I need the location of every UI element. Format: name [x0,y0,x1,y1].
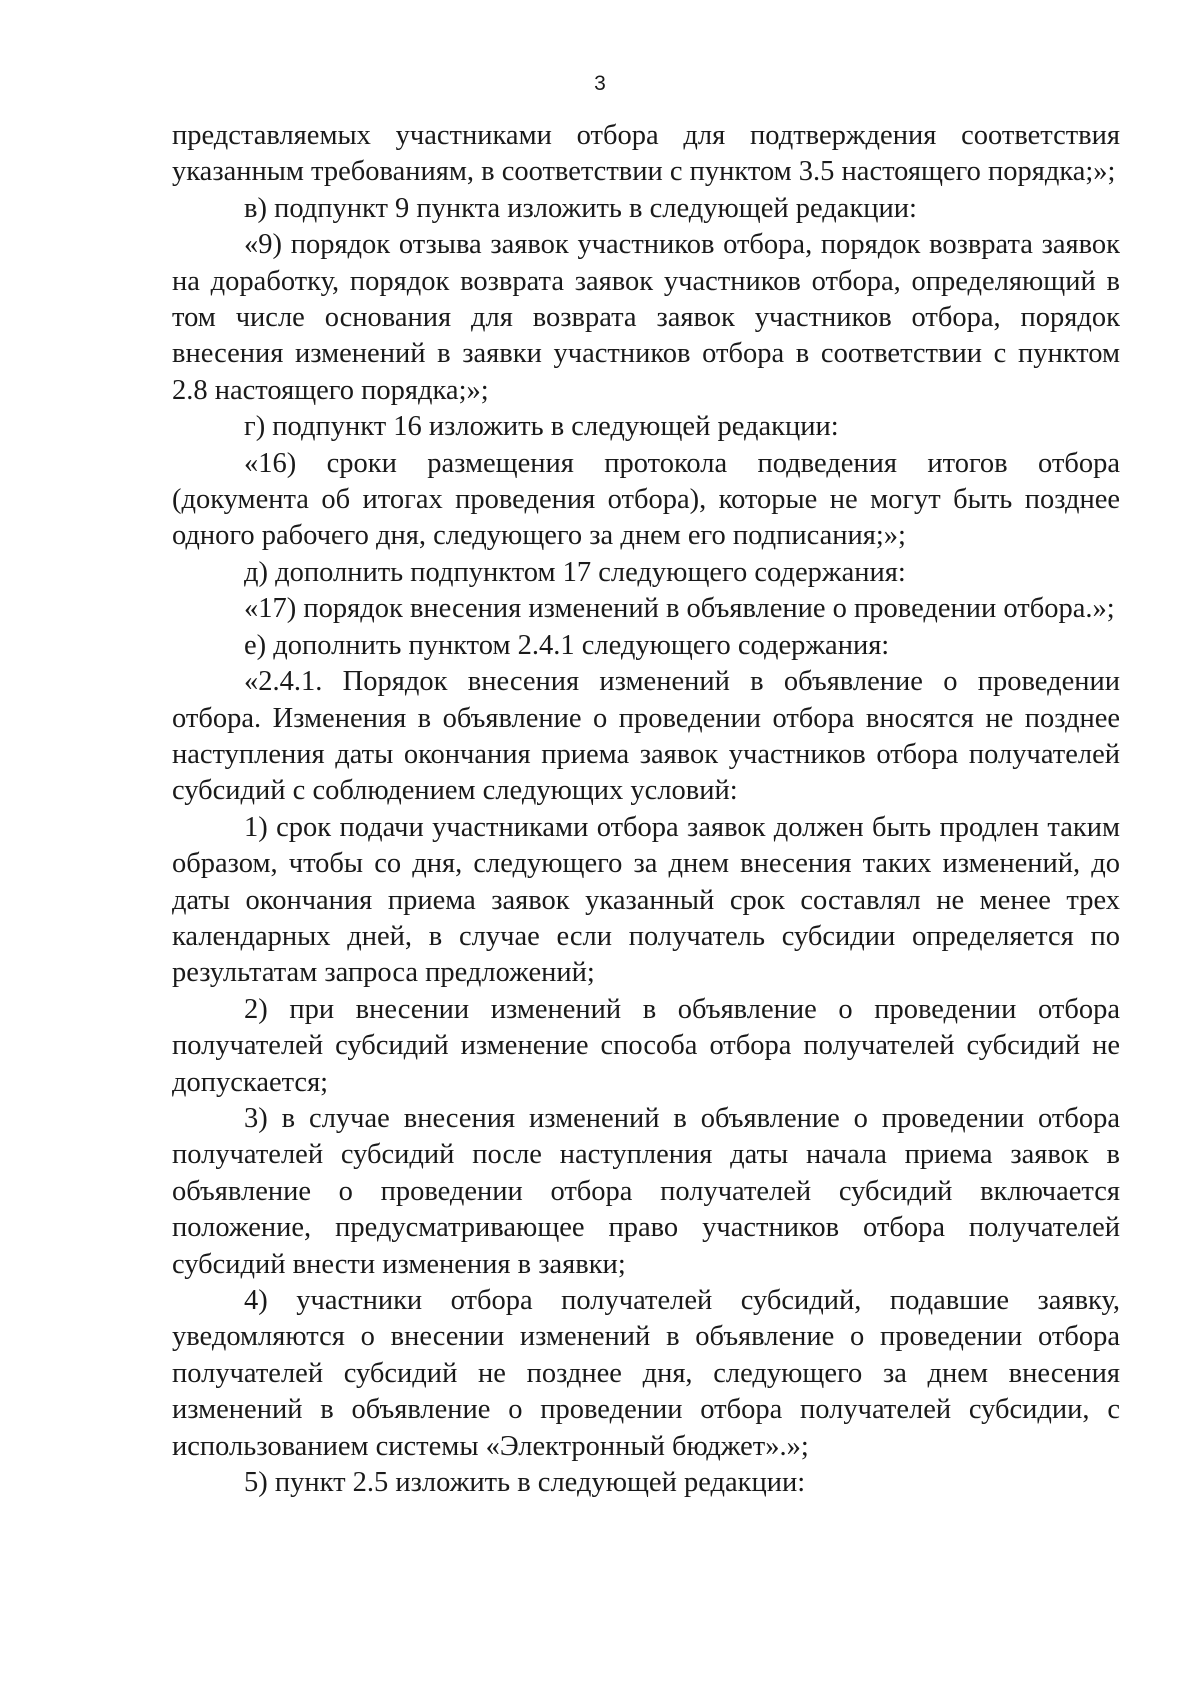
paragraph-condition-4: 4) участники отбора получателей субсидий, подавшие заявку, уведомляются о внесении изменений в объявление о проведении отбора получателей субсидий не позднее дня, следующего за днем внесения изменений в объявление о проведении отбора получателей субсидии, с использованием системы «Электронный бюджет».»; [172,1285,1120,1462]
paragraph-subitem-d: д) дополнить подпунктом 17 следующего содержания: [244,556,906,588]
paragraph-continuation: представляемых участниками отбора для подтверждения соответствия указанным требованиям, в соответствии с пунктом 3.5 настоящего порядка;»; [172,120,1120,188]
paragraph-condition-3: 3) в случае внесения изменений в объявление о проведении отбора получателей субсидий после наступления даты начала приема заявок в объявление о проведении отбора получателей субсидий включается положение, предусматривающее право участников отбора получателей субсидий внести изменения в заявки; [172,1102,1120,1280]
paragraph-item-9: «9) порядок отзыва заявок участников отбора, порядок возврата заявок на доработку, порядок возврата заявок участников отбора, определяющий в том числе основания для возврата заявок участников отбора, порядок внесения изменений в заявки участников отбора в соответствии с пунктом 2.8 настоящего порядка;»; [172,229,1120,406]
paragraph-subitem-v: в) подпункт 9 пункта изложить в следующей редакции: [244,192,917,224]
paragraph-item-5: 5) пункт 2.5 изложить в следующей редакции: [244,1467,806,1499]
paragraph-subitem-e: е) дополнить пунктом 2.4.1 следующего содержания: [244,629,890,661]
paragraph-subitem-g: г) подпункт 16 изложить в следующей редакции: [244,411,839,443]
paragraph-condition-1: 1) срок подачи участниками отбора заявок должен быть продлен таким образом, чтобы со дня, следующего за днем внесения таких изменений, до даты окончания приема заявок указанный срок составлял не менее трех календарных дней, в случае если получатель субсидии определяется по результатам запроса предложений; [172,811,1120,989]
paragraph-condition-2: 2) при внесении изменений в объявление о проведении отбора получателей субсидий изменение способа отбора получателей субсидий не допускается; [172,993,1120,1098]
paragraph-item-16: «16) сроки размещения протокола подведения итогов отбора (документа об итогах проведения отбора), которые не могут быть позднее одного рабочего дня, следующего за днем его подписания;»; [172,447,1120,552]
page-number: 3 [594,72,606,95]
paragraph-item-17: «17) порядок внесения изменений в объявление о проведении отбора.»; [244,593,1115,625]
paragraph-item-2-4-1: «2.4.1. Порядок внесения изменений в объявление о проведении отбора. Изменения в объявление о проведении отбора вносятся не позднее наступления даты окончания приема заявок участников отбора получателей субсидий с соблюдением следующих условий: [172,666,1120,807]
document-body [172,118,1120,1501]
